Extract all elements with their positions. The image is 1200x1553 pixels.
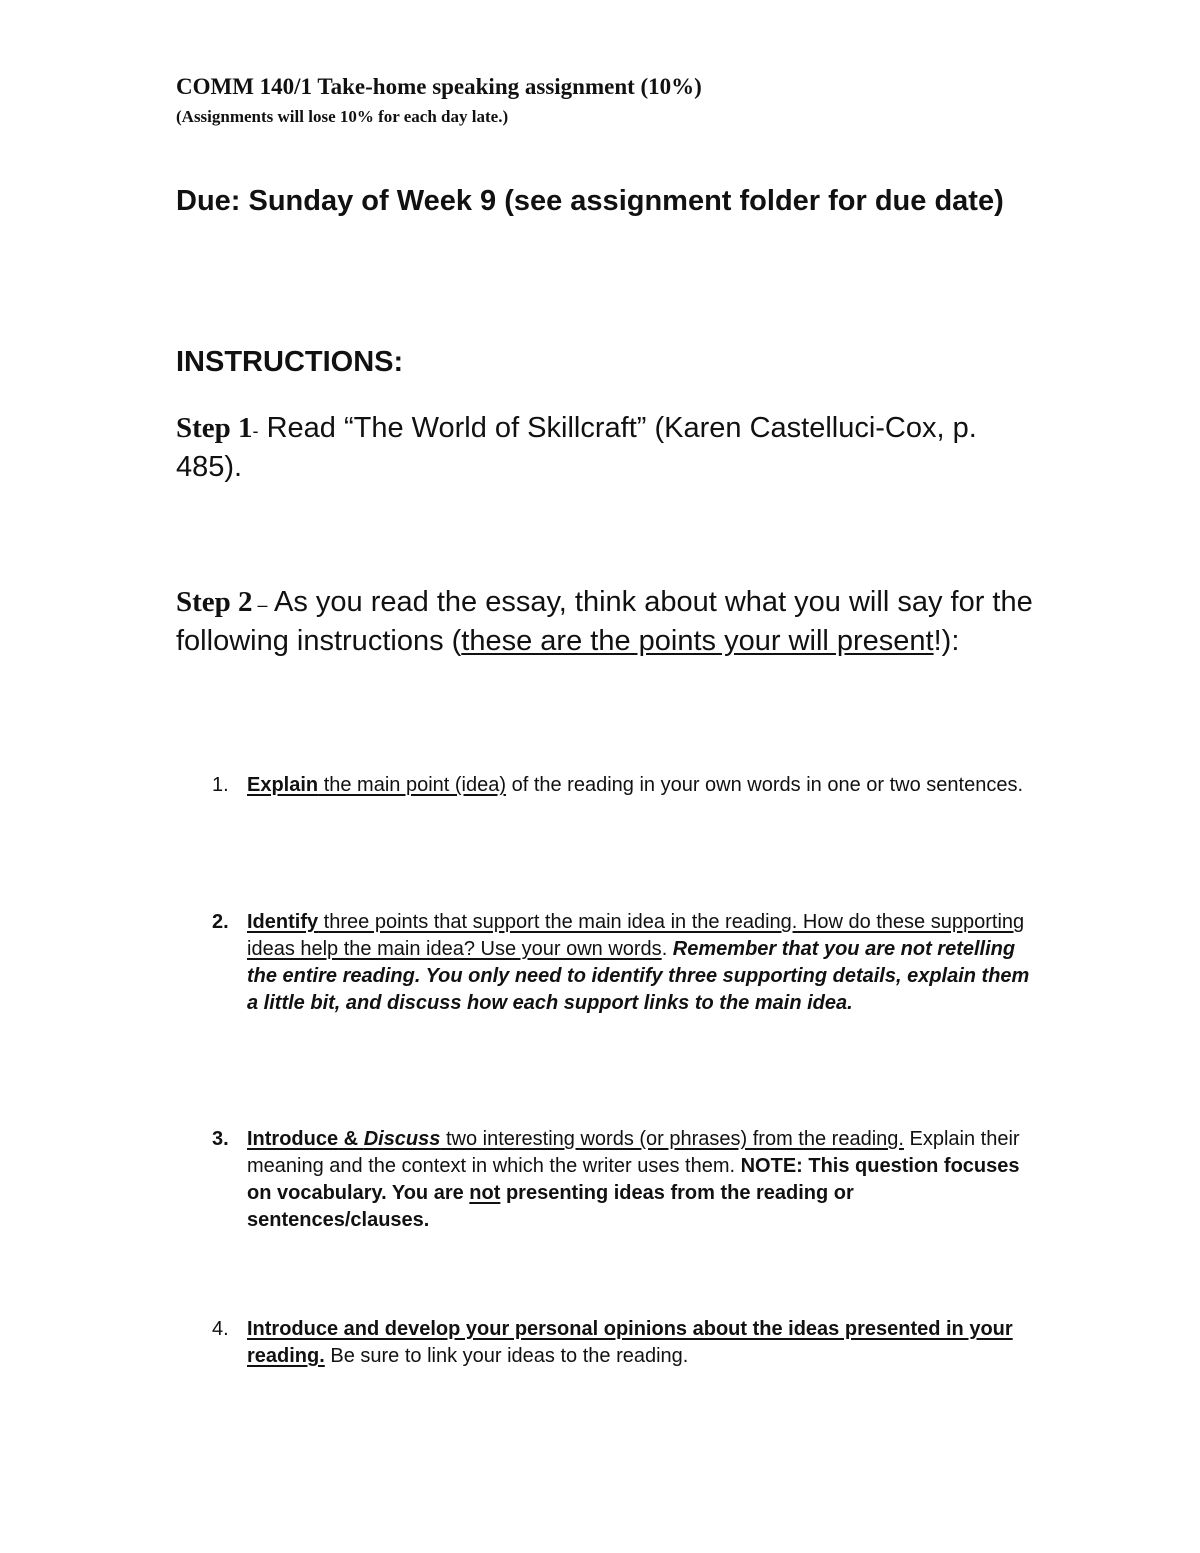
step-1-dash: - [252, 421, 259, 441]
late-penalty-note: (Assignments will lose 10% for each day late.) [176, 107, 509, 126]
item-2-underlined: three points that support the main idea in the reading. How do these supporting ideas help the main idea? Use your own words [247, 911, 1025, 960]
item-4-text: Be sure to link your ideas to the reading. [324, 1345, 689, 1367]
item-1-underlined: the main point (idea) [318, 774, 507, 796]
step-2-label: Step 2 [176, 586, 253, 618]
item-2-text: . [661, 938, 668, 960]
list-item [212, 1126, 1032, 1234]
item-3-text: Explain their meaning and the context in which the writer uses them. [247, 1128, 1020, 1177]
instructions-heading: INSTRUCTIONS: [176, 346, 404, 378]
item-3-ampersand: & [338, 1128, 364, 1150]
list-item-number: 2. [212, 911, 229, 933]
step-1-label: Step 1 [176, 412, 253, 444]
item-2-emphasis: Remember that you are not retelling the entire reading. You only need to identify three supporting details, explain them a little bit, and discuss how each support links to the main idea. [247, 938, 1030, 1014]
list-item-number: 1. [212, 774, 229, 796]
step-1 [176, 410, 1036, 485]
step-1-text: Read “The World of Skillcraft” (Karen Castelluci-Cox, p. 485). [176, 412, 977, 483]
item-3-verb-2: Discuss [363, 1128, 441, 1150]
list-item [212, 1316, 1032, 1370]
item-3-note: NOTE: This question focuses on vocabulary. You are [247, 1155, 1020, 1204]
list-item [212, 772, 1032, 799]
due-date: Due: Sunday of Week 9 (see assignment folder for due date) [176, 185, 1004, 217]
item-1-verb: Explain [247, 774, 319, 796]
step-2-text: As you read the essay, think about what you will say for the following instructions ( [176, 586, 1033, 657]
step-2-underlined: these are the points your will present [461, 625, 934, 657]
list-item-number: 4. [212, 1318, 229, 1340]
step-2-text-end: !): [933, 625, 960, 657]
item-4-underlined: Introduce and develop your personal opinions about the ideas presented in your reading. [247, 1318, 1013, 1367]
item-3-note-not: not [469, 1182, 501, 1204]
item-3-note-end: presenting ideas from the reading or sentences/clauses. [247, 1182, 854, 1231]
assignment-title: COMM 140/1 Take-home speaking assignment (10%) [176, 74, 702, 99]
step-2 [176, 584, 1036, 659]
list-item-number: 3. [212, 1128, 229, 1150]
list-item [212, 909, 1032, 1017]
item-2-verb: Identify [247, 911, 319, 933]
step-2-dash: – [252, 595, 268, 615]
item-3-underlined: two interesting words (or phrases) from the reading. [440, 1128, 904, 1150]
item-3-verb: Introduce [247, 1128, 339, 1150]
item-1-text: of the reading in your own words in one or two sentences. [506, 774, 1023, 796]
